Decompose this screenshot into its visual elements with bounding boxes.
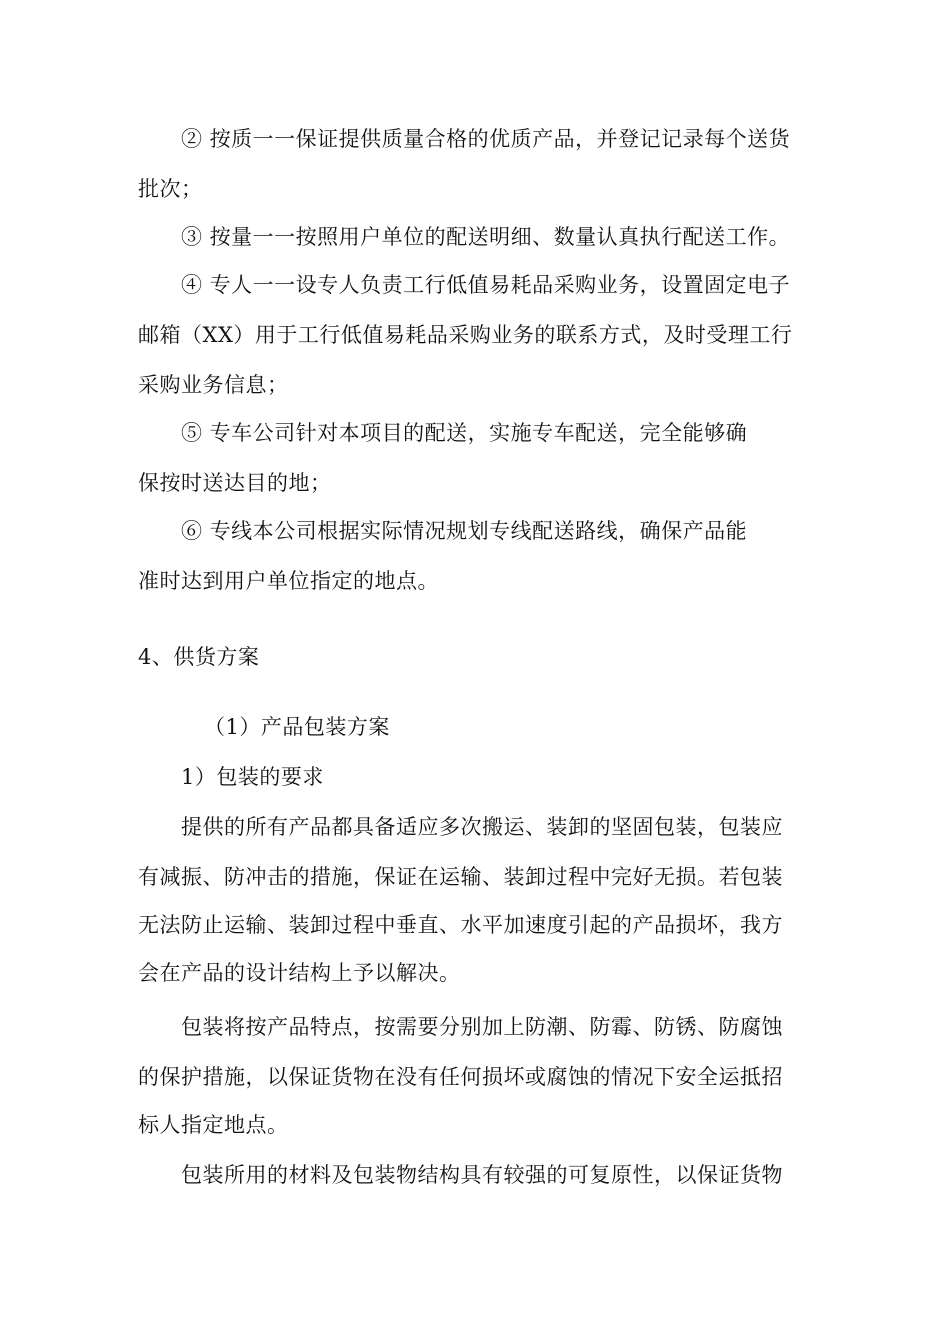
paragraph-quality-line-2: 批次； (138, 177, 203, 201)
paragraph-protection-line-3: 标人指定地点。 (138, 1113, 289, 1137)
sub-item-heading: 1）包装的要求 (181, 765, 324, 789)
paragraph-protection-line-2: 的保护措施，以保证货物在没有任何损坏或腐蚀的情况下安全运抵招 (138, 1065, 783, 1089)
subsection-heading: （1）产品包装方案 (204, 715, 390, 739)
paragraph-dedicated-vehicle-line-2: 保按时送达目的地； (138, 471, 332, 495)
paragraph-dedicated-route-line-2: 准时达到用户单位指定的地点。 (138, 569, 439, 593)
paragraph-quality-line-1: ② 按质一一保证提供质量合格的优质产品，并登记记录每个送货 (181, 127, 791, 151)
section-heading: 4、供货方案 (138, 645, 260, 669)
paragraph-dedicated-person-line-3: 采购业务信息； (138, 373, 289, 397)
paragraph-packaging-line-2: 有减振、防冲击的措施，保证在运输、装卸过程中完好无损。若包装 (138, 865, 783, 889)
paragraph-packaging-line-3: 无法防止运输、装卸过程中垂直、水平加速度引起的产品损坏，我方 (138, 913, 783, 937)
paragraph-dedicated-vehicle-line-1: ⑤ 专车公司针对本项目的配送，实施专车配送，完全能够确 (181, 421, 748, 445)
paragraph-quantity-line-1: ③ 按量一一按照用户单位的配送明细、数量认真执行配送工作。 (181, 225, 791, 249)
paragraph-dedicated-person-line-2: 邮箱（XX）用于工行低值易耗品采购业务的联系方式，及时受理工行 (138, 323, 793, 347)
paragraph-dedicated-person-line-1: ④ 专人一一设专人负责工行低值易耗品采购业务，设置固定电子 (181, 273, 791, 297)
paragraph-protection-line-1: 包装将按产品特点，按需要分别加上防潮、防霉、防锈、防腐蚀 (181, 1015, 783, 1039)
paragraph-packaging-line-4: 会在产品的设计结构上予以解决。 (138, 961, 461, 985)
paragraph-dedicated-route-line-1: ⑥ 专线本公司根据实际情况规划专线配送路线，确保产品能 (181, 519, 748, 543)
paragraph-materials-line-1: 包装所用的材料及包装物结构具有较强的可复原性，以保证货物 (181, 1163, 783, 1187)
paragraph-packaging-line-1: 提供的所有产品都具备适应多次搬运、装卸的坚固包装，包装应 (181, 815, 783, 839)
